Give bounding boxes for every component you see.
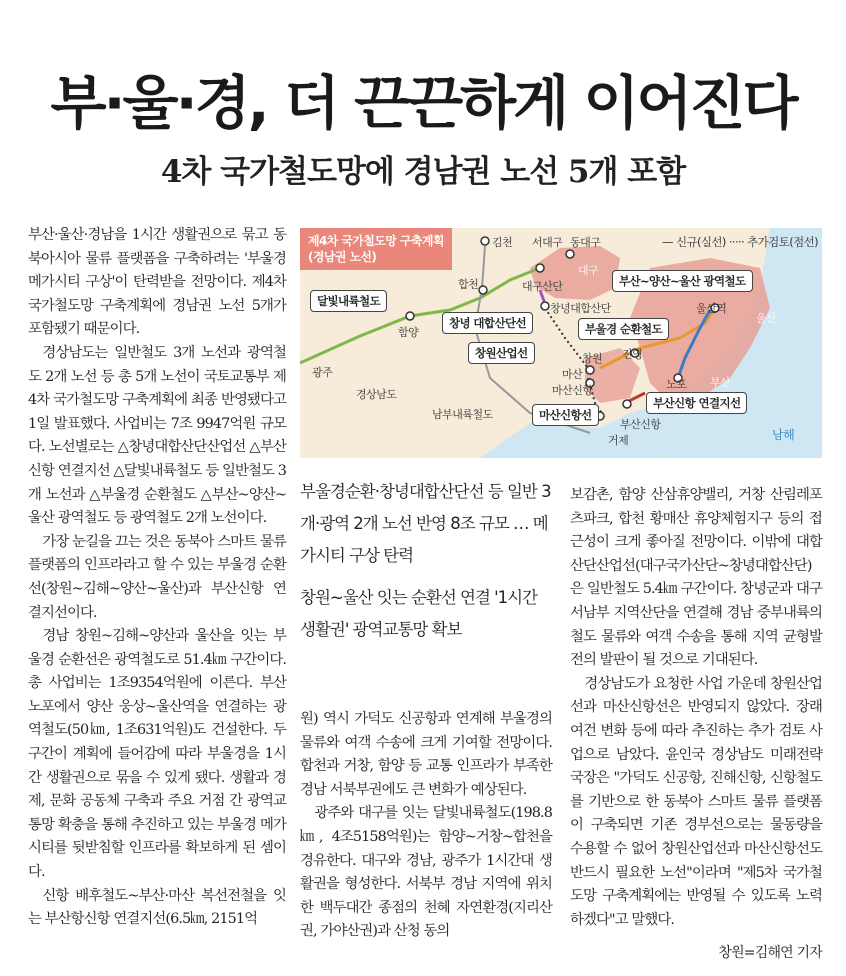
label-hamyang: 함양 xyxy=(398,326,419,339)
map-title-line2: (경남권 노선) xyxy=(308,250,377,264)
station-changnyeong xyxy=(541,302,549,310)
paragraph: 경남 창원~김해~양산과 울산을 잇는 부울경 순환선은 광역철도로 51.4㎞ 구간이다. 총 사업비는 1조9354억원에 이른다. 부산 노포에서 양산 웅상~울산역을 연결하는 광역철도(50㎞, 1조631억원)도 건설한다. 두 구간이 계획에 들어감에 따라 부울경을 1시간 생활권으로 묶을 수 있게 됐다. 생활과 경제, 문화 공동체 구축과 주요 거점 간 광역교통망 확충을 통해 추진하고 있는 부울경 메가시티를 뒷받침할 인프라를 확보하게 된 셈이다. xyxy=(28,628,286,881)
station-changwon xyxy=(586,366,594,374)
box-newport: 부산신항 연결지선 xyxy=(646,392,747,414)
station-hapcheon xyxy=(479,286,487,294)
legend-new: — 신규(실선) xyxy=(662,235,726,249)
map-title-line1: 제4차 국가철도망 구축계획 xyxy=(308,234,444,248)
headline: 부·울·경, 더 끈끈하게 이어진다 xyxy=(50,69,796,137)
pull-quote xyxy=(300,476,552,656)
station-hamyang xyxy=(406,312,414,320)
paragraph: 광주와 대구를 잇는 달빛내륙철도(198.8㎞, 4조5158억원)는 함양~거창~합천을 경유한다. 대구와 경남, 광주가 1시간대 생활권을 형성한다. 서북부 경남 지역에 위치한 백두대간 종점의 천혜 자연환경(지리산권, 가야산권)과 산청 동의 xyxy=(300,805,552,940)
map-legend xyxy=(662,234,818,250)
paragraph: 경상남도는 일반철도 3개 노선과 광역철도 2개 노선 등 총 5개 노선이 국토교통부 제4차 국가철도망 구축계획에 최종 반영됐다고 1일 발표했다. 사업비는 7조 9947억원 규모다. 노선별로는 △창녕대합산단산업선 △부산신항 연결지선 △달빛내륙철도 등 일반철도 3개 노선과 △부울경 순환철도 △부산~양산~울산 광역철도 등 광역철도 2개 노선이다. xyxy=(28,344,286,527)
station-seodaegu xyxy=(536,264,544,272)
map-title xyxy=(300,228,452,270)
paragraph: 원) 역시 가덕도 신공항과 연계해 부울경의 물류와 여객 수송에 크게 기여할 전망이다. 합천과 거창, 함양 등 교통 인프라가 부족한 경남 서북부권에도 큰 변화가 예상된다. xyxy=(300,711,552,798)
railway-map xyxy=(300,228,822,458)
label-changwon: 창원 xyxy=(582,352,603,365)
label-namhae: 남해 xyxy=(772,428,795,442)
box-masan: 마산신항선 xyxy=(532,404,599,426)
label-busan-newport: 부산신항 xyxy=(620,418,661,431)
box-dalbit: 달빛내륙철도 xyxy=(310,290,387,312)
label-hapcheon: 합천 xyxy=(458,278,479,291)
label-masan-newport: 마산신항 xyxy=(552,384,593,397)
paragraph: 경상남도가 요청한 사업 가운데 창원산업선과 마산신항선은 반영되지 않았다. 장래 여건 변화 등에 따라 추진하는 추가 검토 사업으로 남았다. 윤인국 경상남도 미래전략국장은 "가덕도 신공항, 진해신항, 신항철도를 기반으로 한 동북아 스마트 물류 플랫폼이 구축되면 기존 경부선으로는 물동량을 수용할 수 없어 창원산업선과 마산신항선도 반드시 필요한 노선"이라며 "제5차 국가철도망 구축계획에는 반영될 수 있도록 노력하겠다"고 말했다. xyxy=(570,675,822,928)
label-masan: 마산 xyxy=(562,368,583,381)
box-loop: 부울경 순환철도 xyxy=(578,318,669,340)
label-seodaegu: 서대구 xyxy=(532,236,563,249)
station-gimcheon xyxy=(481,237,489,245)
subhead: 4차 국가철도망에 경남권 노선 5개 포함 xyxy=(160,154,686,190)
pull-quote-1: 부울경순환·창녕대합산단선 등 일반 3개·광역 2개 노선 반영 8조 규모 … 메가시티 구상 탄력 xyxy=(300,482,551,565)
paragraph: 가장 눈길을 끄는 것은 동북아 스마트 물류 플랫폼의 인프라라고 할 수 있는 부울경 순환선(창원~김해~양산~울산)과 부산신항 연결지선이다. xyxy=(28,533,286,621)
box-changnyeong: 창녕 대합산단선 xyxy=(442,312,533,334)
label-changnyeong-industrial: 창녕대합산단 xyxy=(550,302,611,315)
paragraph: 신항 배후철도~부산·마산 복선전철을 잇는 부산항신항 연결지선(6.5㎞, 2151억 xyxy=(28,887,286,928)
article-column-1 xyxy=(28,224,286,932)
box-busan-ulsan: 부산~양산~울산 광역철도 xyxy=(612,270,753,292)
label-daegu: 대구 xyxy=(578,264,599,277)
paragraph: 보감촌, 함양 산삼휴양밸리, 거창 산림레포츠파크, 합천 황매산 휴양체험지구 등의 접근성이 크게 좋아질 전망이다. 이밖에 대합산단산업선(대구국가산단~창녕대합산단)은 일반철도 5.4㎞ 구간이다. 창녕군과 대구 서남부 지역산단을 연결해 경남 중부내륙의 철도 물류와 여객 수송을 통해 지역 균형발전의 발판이 될 것으로 기대된다. xyxy=(570,487,822,669)
label-geoje: 거제 xyxy=(608,434,629,447)
label-ulsan-station: 울산역 xyxy=(696,302,727,315)
box-changwon: 창원산업선 xyxy=(468,342,535,364)
label-busan: 부산 xyxy=(710,376,731,389)
label-gyeongsangnam: 경상남도 xyxy=(356,388,397,401)
label-nambu-line: 남부내륙철도 xyxy=(432,408,493,421)
legend-review: ····· 추가검토(점선) xyxy=(728,235,818,249)
label-gwangju: 광주 xyxy=(312,366,333,379)
station-dongdaegu xyxy=(566,250,574,258)
label-jinyeong: 진영 xyxy=(622,348,643,361)
byline: 창원=김해연 기자 xyxy=(718,945,822,961)
paragraph: 부산·울산·경남을 1시간 생활권으로 묶고 동북아시아 물류 플랫폼을 구축하려는 '부울경 메가시티 구상'이 탄력받을 전망이다. 제4차 국가철도망 구축계획에 경남권 노선 5개가 포함됐기 때문이다. xyxy=(28,227,286,338)
label-ulsan: 울산 xyxy=(756,312,777,325)
label-dongdaegu: 동대구 xyxy=(570,236,601,249)
article-column-3 xyxy=(570,484,822,932)
label-daegu-industrial: 대구산단 xyxy=(522,280,563,293)
article-column-2 xyxy=(300,708,552,944)
pull-quote-2: 창원~울산 잇는 순환선 연결 '1시간 생활권' 광역교통망 확보 xyxy=(300,588,538,639)
station-busan-newport xyxy=(623,400,631,408)
label-nopo: 노포 xyxy=(666,378,687,391)
label-gimcheon: 김천 xyxy=(492,236,513,249)
